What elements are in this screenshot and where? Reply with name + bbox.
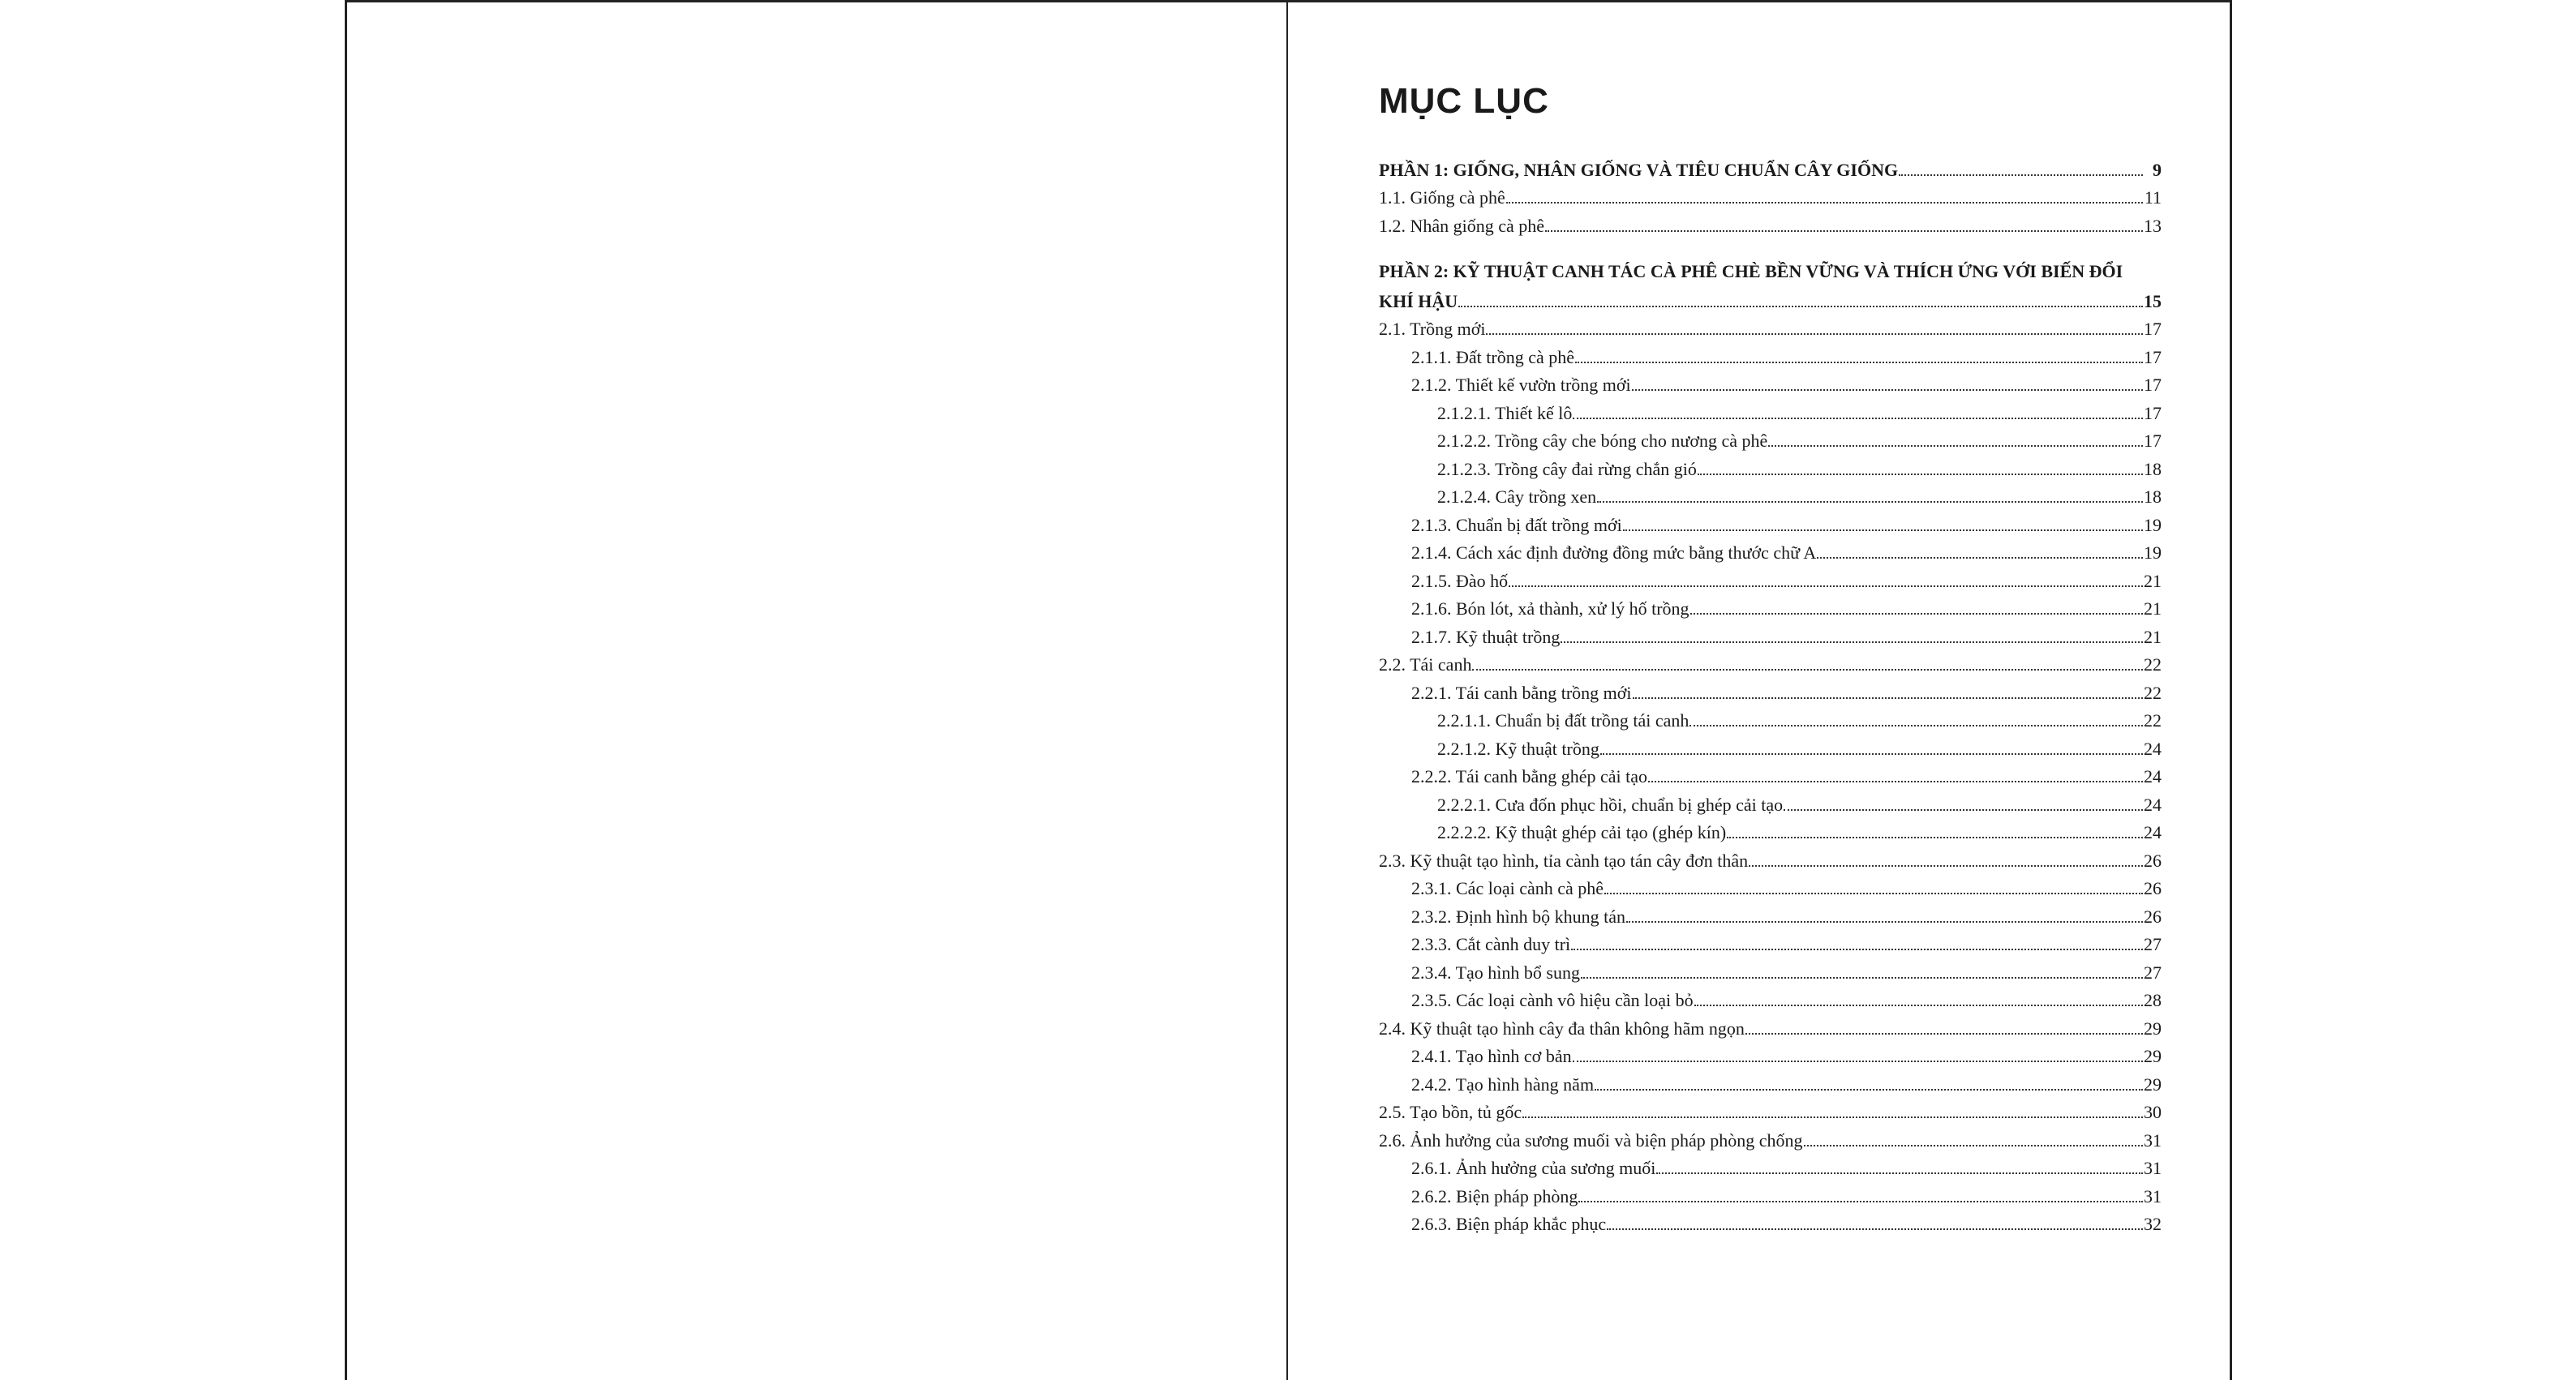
toc-entry-label: 2.6.2. Biện pháp phòng bbox=[1411, 1185, 1578, 1206]
toc-entry-label: 2.2.2. Tái canh bằng ghép cải tạo bbox=[1411, 766, 1647, 786]
toc-entry-page: 21 bbox=[2144, 598, 2162, 619]
dot-leader bbox=[1578, 1201, 2143, 1202]
section-gap bbox=[1379, 237, 2162, 256]
toc-entry[interactable] bbox=[1379, 872, 2162, 900]
toc-entry-label: 2.3.4. Tạo hình bổ sung bbox=[1411, 962, 1580, 983]
toc-entry[interactable] bbox=[1379, 928, 2162, 956]
toc-entry[interactable] bbox=[1379, 1207, 2162, 1236]
toc-part-2-label: KHÍ HẬU bbox=[1379, 290, 1458, 311]
toc-part-1-label: PHẦN 1: GIỐNG, NHÂN GIỐNG VÀ TIÊU CHUẨN CÂY GIỐNG bbox=[1379, 159, 1899, 180]
toc-entry-page: 29 bbox=[2144, 1074, 2162, 1095]
toc-entry-label: 2.1.5. Đào hố bbox=[1411, 570, 1509, 591]
toc-part-2-page: 15 bbox=[2144, 290, 2162, 311]
toc-entry-page: 22 bbox=[2144, 682, 2162, 703]
toc-entry[interactable] bbox=[1379, 787, 2162, 816]
toc-entry-label: 2.2. Tái canh bbox=[1379, 654, 1472, 675]
toc-entry-page: 30 bbox=[2144, 1102, 2162, 1122]
toc-entry-label: 2.2.2.2. Kỹ thuật ghép cải tạo (ghép kín) bbox=[1437, 822, 1727, 842]
toc-entry-page: 13 bbox=[2144, 215, 2162, 236]
toc-entry[interactable] bbox=[1379, 536, 2162, 564]
toc-entry[interactable] bbox=[1379, 208, 2162, 237]
toc-entry-page: 22 bbox=[2144, 710, 2162, 731]
dot-leader bbox=[1575, 362, 2143, 363]
dot-leader bbox=[1626, 921, 2143, 923]
dot-leader bbox=[1745, 1033, 2143, 1035]
toc-entry-label: 2.5. Tạo bồn, tủ gốc bbox=[1379, 1102, 1522, 1122]
toc-entry[interactable] bbox=[1379, 1011, 2162, 1039]
toc-entry-label: 2.6.3. Biện pháp khắc phục bbox=[1411, 1214, 1607, 1234]
dot-leader bbox=[1817, 557, 2143, 559]
dot-leader bbox=[1597, 501, 2143, 503]
dot-leader bbox=[1804, 1145, 2144, 1146]
dot-leader bbox=[1632, 389, 2143, 391]
toc-entry-page: 28 bbox=[2144, 990, 2162, 1010]
toc-entry-label: 2.4.1. Tạo hình cơ bản bbox=[1411, 1046, 1572, 1066]
dot-leader bbox=[1689, 725, 2143, 726]
toc-entry-page: 24 bbox=[2144, 766, 2162, 786]
toc-entry-label: 2.1.2.3. Trồng cây đai rừng chắn gió bbox=[1437, 458, 1697, 479]
toc-entry-page: 27 bbox=[2144, 962, 2162, 983]
toc-entry[interactable] bbox=[1379, 181, 2162, 209]
left-page-blank bbox=[345, 0, 1288, 1380]
toc-entry[interactable] bbox=[1379, 1151, 2162, 1180]
toc-entry-page: 19 bbox=[2144, 542, 2162, 563]
toc-entry-label: 2.1.3. Chuẩn bị đất trồng mới bbox=[1411, 514, 1622, 535]
dot-leader bbox=[1749, 865, 2143, 867]
dot-leader bbox=[1571, 949, 2143, 950]
toc-entry-label: 2.1.7. Kỹ thuật trồng bbox=[1411, 626, 1561, 647]
toc-entry[interactable] bbox=[1379, 340, 2162, 368]
dot-leader bbox=[1604, 893, 2143, 894]
toc-entry[interactable] bbox=[1379, 619, 2162, 648]
dot-leader bbox=[1573, 1061, 2143, 1062]
toc-entry[interactable] bbox=[1379, 1039, 2162, 1068]
toc-entry-label: 2.1.2.1. Thiết kế lô bbox=[1437, 402, 1573, 423]
toc-entry[interactable] bbox=[1379, 899, 2162, 928]
toc-entry[interactable] bbox=[1379, 843, 2162, 872]
toc-entry[interactable] bbox=[1379, 648, 2162, 676]
toc-entry[interactable] bbox=[1379, 731, 2162, 760]
toc-entry-label: 2.1.2.2. Trồng cây che bóng cho nương cà phê bbox=[1437, 431, 1768, 451]
toc-entry[interactable] bbox=[1379, 760, 2162, 788]
toc-entry-label: 2.1.2.4. Cây trồng xen bbox=[1437, 486, 1597, 507]
dot-leader bbox=[1506, 202, 2143, 204]
dot-leader bbox=[1486, 333, 2143, 335]
toc-entry[interactable] bbox=[1379, 368, 2162, 396]
toc-entry[interactable] bbox=[1379, 1179, 2162, 1207]
dot-leader bbox=[1727, 837, 2143, 838]
dot-leader bbox=[1509, 585, 2143, 587]
toc-entry-label: 2.2.1.2. Kỹ thuật trồng bbox=[1437, 738, 1599, 759]
toc-entry-page: 31 bbox=[2144, 1129, 2162, 1151]
toc-entry-page: 29 bbox=[2144, 1046, 2162, 1066]
toc-entry-label: 2.3.1. Các loại cành cà phê bbox=[1411, 878, 1604, 898]
toc-entry-label: 2.2.1.1. Chuẩn bị đất trồng tái canh bbox=[1437, 710, 1689, 731]
dot-leader bbox=[1633, 697, 2143, 699]
toc-entry-page: 31 bbox=[2144, 1158, 2162, 1178]
toc-entry-page: 17 bbox=[2144, 402, 2162, 423]
toc-entry-label: 2.3.5. Các loại cành vô hiệu cần loại bỏ bbox=[1411, 990, 1694, 1010]
toc-entry[interactable] bbox=[1379, 564, 2162, 592]
toc-entry-label: 2.4.2. Tạo hình hàng năm bbox=[1411, 1074, 1595, 1095]
toc-entry-page: 21 bbox=[2144, 570, 2162, 591]
toc-entry[interactable] bbox=[1379, 816, 2162, 844]
toc-entry-page: 26 bbox=[2144, 850, 2162, 871]
toc-entry-label: 2.2.2.1. Cưa đốn phục hồi, chuẩn bị ghép cải tạo bbox=[1437, 794, 1784, 815]
toc-entry[interactable] bbox=[1379, 955, 2162, 984]
toc-entry[interactable] bbox=[1379, 984, 2162, 1012]
dot-leader bbox=[1561, 641, 2143, 643]
dot-leader bbox=[1623, 529, 2143, 531]
table-of-contents bbox=[1379, 152, 2162, 1235]
toc-entry-label: 2.1.2. Thiết kế vườn trồng mới bbox=[1411, 375, 1631, 395]
toc-entry-page: 24 bbox=[2144, 794, 2162, 815]
toc-entry-page: 19 bbox=[2144, 514, 2162, 535]
toc-part-1-page: 9 bbox=[2153, 159, 2162, 180]
toc-entry-label: 2.1.4. Cách xác định đường đồng mức bằng thước chữ A bbox=[1411, 542, 1817, 563]
toc-entry-page: 26 bbox=[2144, 906, 2162, 927]
toc-entry-label: 2.3.2. Định hình bộ khung tán bbox=[1411, 906, 1625, 927]
dot-leader bbox=[1784, 809, 2143, 811]
toc-entry-page: 11 bbox=[2144, 187, 2162, 208]
toc-entry[interactable] bbox=[1379, 1095, 2162, 1124]
toc-entry[interactable] bbox=[1379, 508, 2162, 536]
toc-entry-page: 22 bbox=[2144, 654, 2162, 675]
dot-leader bbox=[1694, 1005, 2143, 1006]
toc-entry-label: 2.4. Kỹ thuật tạo hình cây đa thân không hãm ngọn bbox=[1379, 1018, 1745, 1039]
dot-leader bbox=[1698, 474, 2143, 475]
dot-leader bbox=[1595, 1089, 2143, 1091]
toc-part-2-line1[interactable]: PHẦN 2: KỸ THUẬT CANH TÁC CÀ PHÊ CHÈ BỀN VỮNG VÀ THÍCH ỨNG VỚI BIẾN ĐỔI bbox=[1379, 260, 2123, 281]
toc-entry-page: 26 bbox=[2144, 878, 2162, 898]
dot-leader bbox=[1472, 669, 2143, 671]
toc-part-1[interactable] bbox=[1379, 152, 2162, 181]
toc-entry-page: 18 bbox=[2144, 486, 2162, 507]
dot-leader bbox=[1545, 230, 2143, 232]
toc-entry-label: 1.2. Nhân giống cà phê bbox=[1379, 215, 1545, 236]
toc-entry[interactable] bbox=[1379, 1067, 2162, 1095]
dot-leader bbox=[1607, 1228, 2143, 1230]
toc-entry-label: 2.2.1. Tái canh bằng trồng mới bbox=[1411, 682, 1632, 703]
toc-entry-page: 17 bbox=[2144, 375, 2162, 395]
toc-entry[interactable] bbox=[1379, 480, 2162, 508]
dot-leader bbox=[1458, 306, 2143, 307]
dot-leader bbox=[1656, 1172, 2143, 1174]
toc-entry-page: 31 bbox=[2144, 1185, 2162, 1206]
toc-title: MỤC LỤC bbox=[1379, 81, 1549, 121]
toc-entry-label: 2.1. Trồng mới bbox=[1379, 319, 1486, 339]
toc-entry-label: 2.6. Ảnh hưởng của sương muối và biện pháp phòng chống bbox=[1379, 1129, 1803, 1151]
dot-leader bbox=[1690, 613, 2143, 615]
toc-entry-label: 2.1.6. Bón lót, xả thành, xử lý hố trồng bbox=[1411, 598, 1689, 619]
toc-entry-page: 27 bbox=[2144, 934, 2162, 954]
dot-leader bbox=[1648, 781, 2143, 782]
toc-entry-label: 2.3. Kỹ thuật tạo hình, tỉa cành tạo tán cây đơn thân bbox=[1379, 850, 1749, 871]
toc-entry-page: 24 bbox=[2144, 738, 2162, 759]
toc-entry-page: 17 bbox=[2144, 319, 2162, 339]
dot-leader bbox=[1899, 174, 2143, 176]
dot-leader bbox=[1581, 977, 2143, 979]
toc-entry[interactable] bbox=[1379, 396, 2162, 424]
toc-entry-label: 1.1. Giống cà phê bbox=[1379, 187, 1505, 208]
toc-entry[interactable] bbox=[1379, 675, 2162, 704]
toc-entry[interactable] bbox=[1379, 1123, 2162, 1151]
dot-leader bbox=[1573, 418, 2143, 419]
toc-entry-page: 32 bbox=[2144, 1214, 2162, 1234]
toc-entry-page: 29 bbox=[2144, 1018, 2162, 1039]
toc-entry-label: 2.3.3. Cắt cành duy trì bbox=[1411, 934, 1571, 954]
toc-entry-page: 17 bbox=[2144, 346, 2162, 367]
toc-entry-label: 2.6.1. Ảnh hưởng của sương muối bbox=[1411, 1158, 1656, 1178]
toc-entry-label: 2.1.1. Đất trồng cà phê bbox=[1411, 346, 1574, 367]
toc-entry[interactable] bbox=[1379, 704, 2162, 732]
toc-part-2[interactable] bbox=[1379, 284, 2162, 312]
toc-entry-page: 17 bbox=[2144, 431, 2162, 451]
toc-entry[interactable] bbox=[1379, 452, 2162, 480]
toc-entry[interactable] bbox=[1379, 312, 2162, 341]
dot-leader bbox=[1522, 1116, 2143, 1118]
toc-entry[interactable] bbox=[1379, 592, 2162, 620]
dot-leader bbox=[1600, 753, 2143, 755]
toc-entry-page: 21 bbox=[2144, 626, 2162, 647]
toc-entry-page: 18 bbox=[2144, 458, 2162, 479]
dot-leader bbox=[1768, 445, 2143, 447]
toc-entry[interactable] bbox=[1379, 424, 2162, 452]
toc-entry-page: 24 bbox=[2144, 822, 2162, 842]
